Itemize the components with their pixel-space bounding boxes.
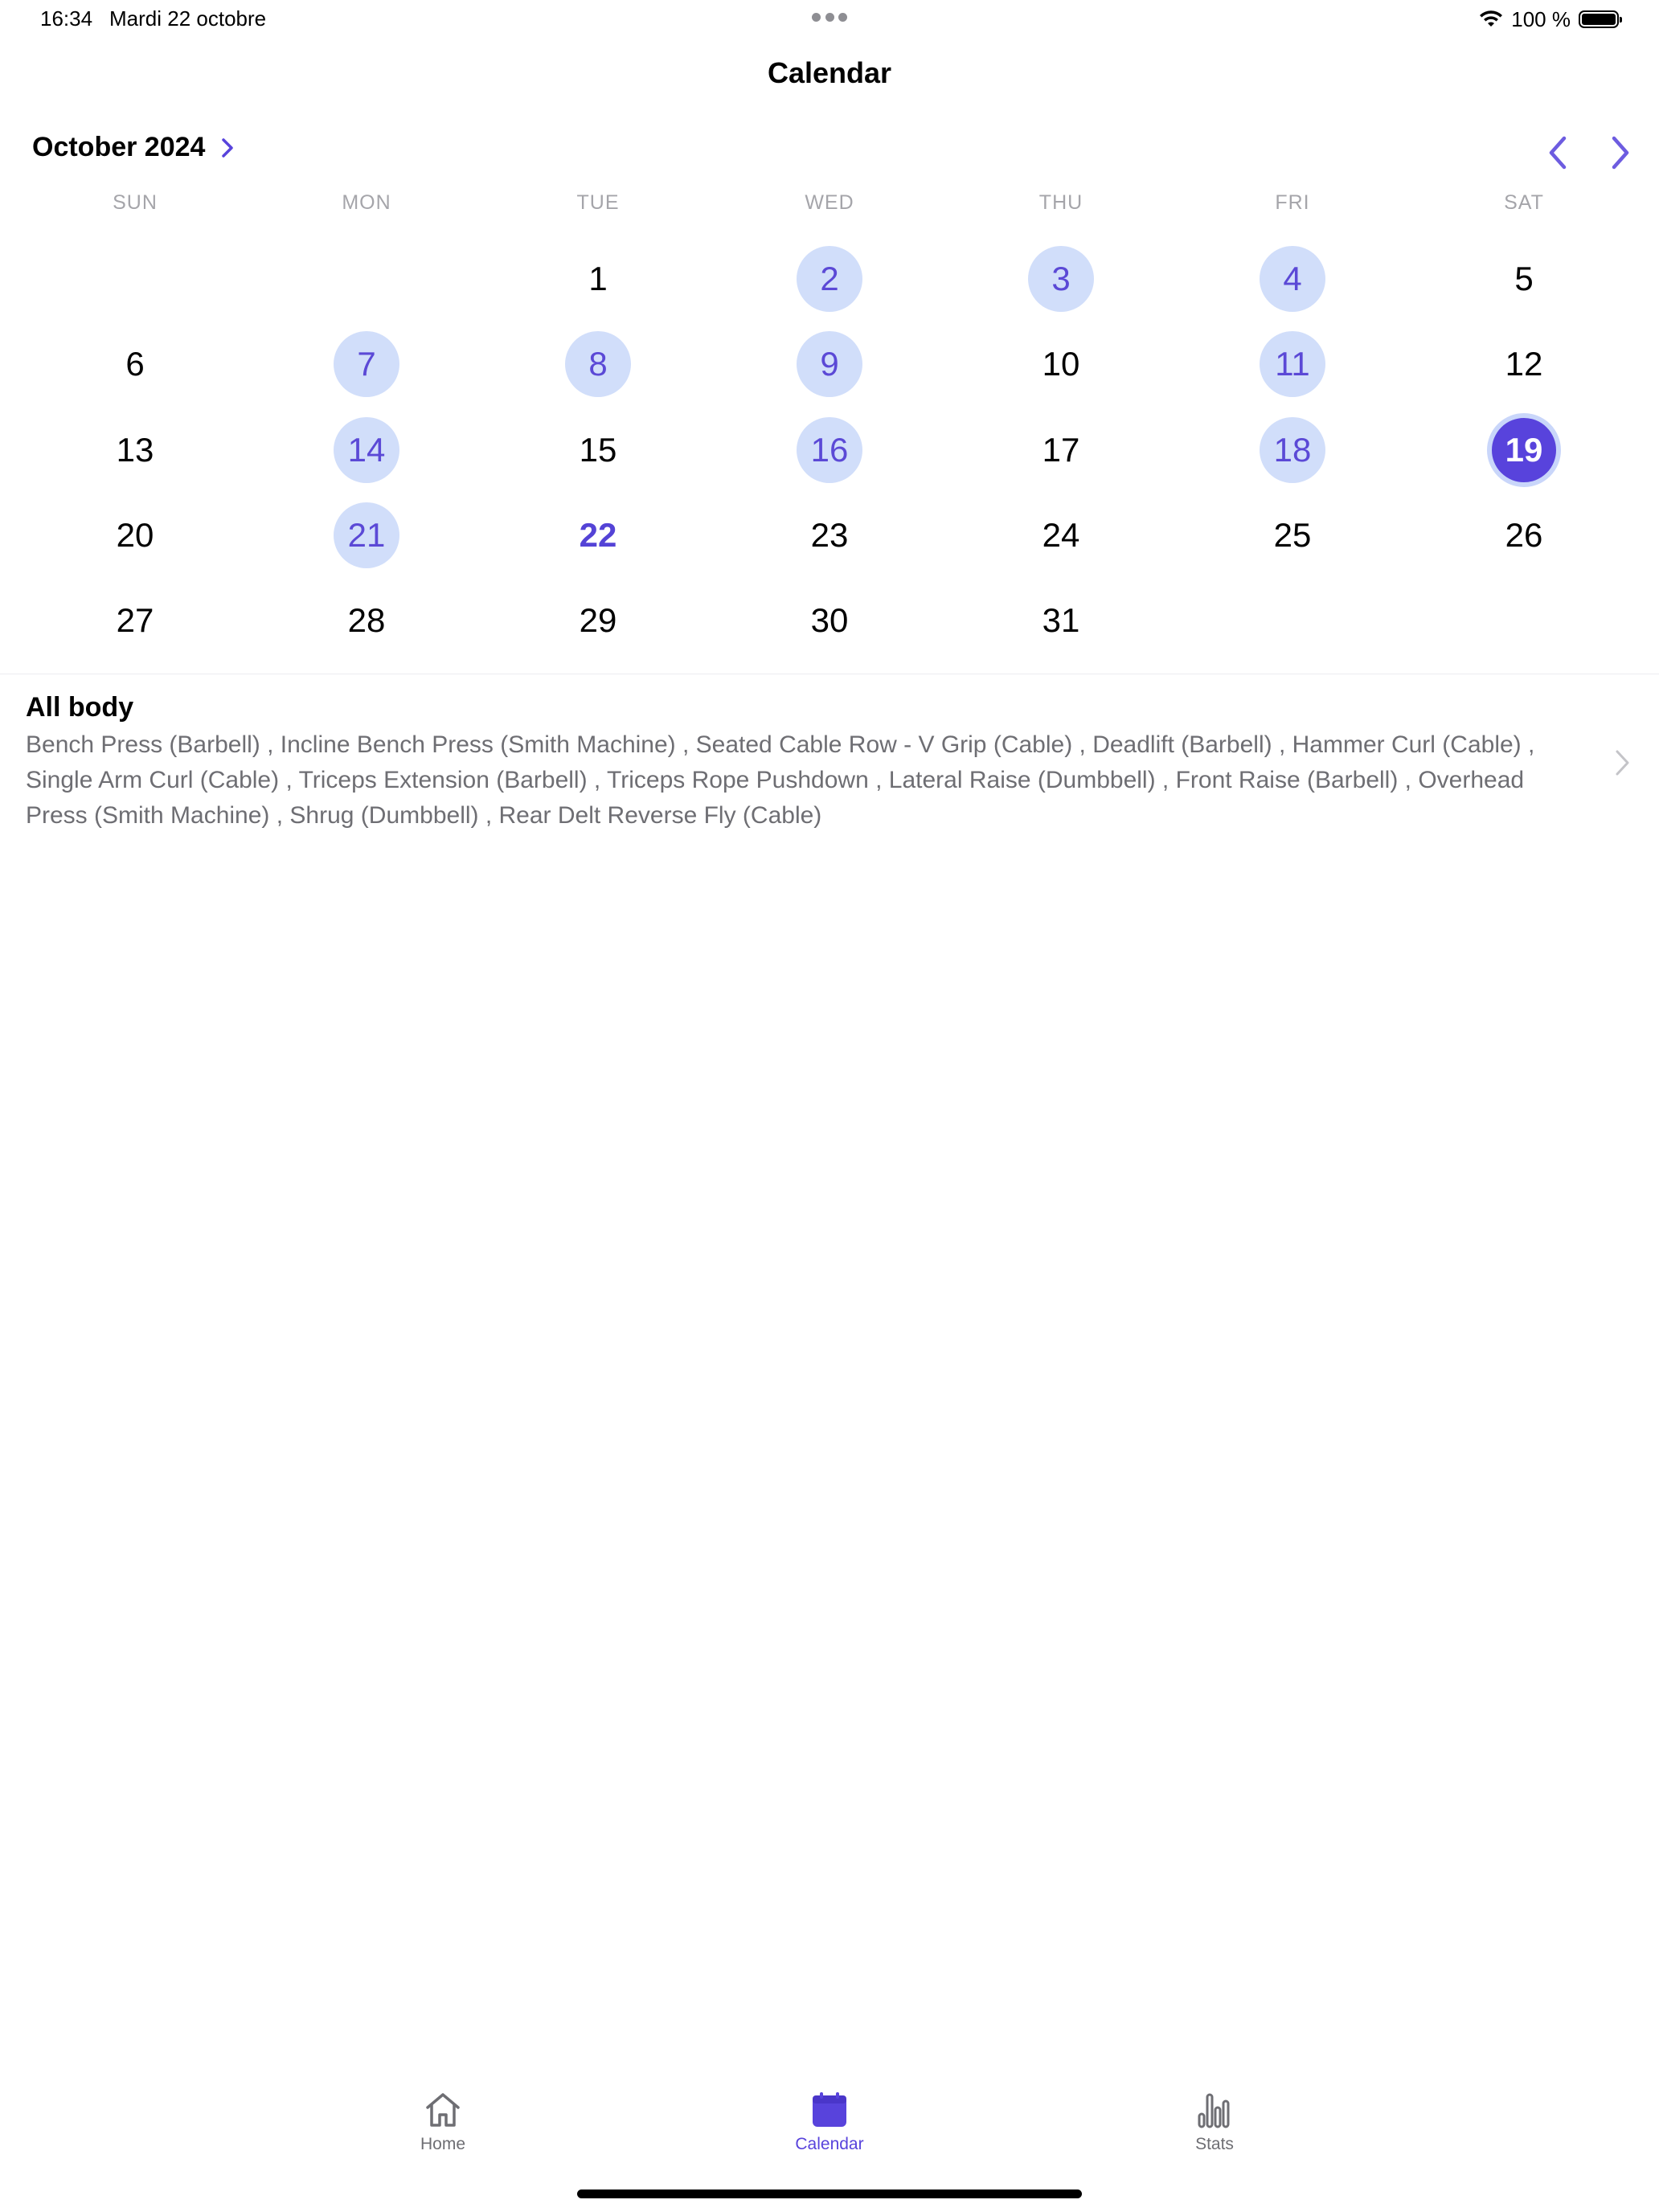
calendar-day-18[interactable]: 18: [1260, 417, 1325, 483]
calendar-day-30[interactable]: 30: [810, 601, 849, 639]
workout-title: All body: [26, 692, 134, 723]
status-time: 16:34: [40, 6, 93, 31]
month-navigation: [1543, 133, 1635, 172]
weekday-tue: TUE: [576, 191, 620, 214]
tab-stats-label: Stats: [1195, 2135, 1234, 2153]
previous-month-button[interactable]: [1543, 133, 1572, 172]
calendar-day-24[interactable]: 24: [1042, 516, 1080, 554]
calendar-day-20[interactable]: 20: [116, 516, 154, 554]
tab-calendar[interactable]: [749, 2090, 910, 2154]
home-indicator[interactable]: [577, 2189, 1082, 2198]
calendar-day-10[interactable]: 10: [1042, 345, 1080, 383]
calendar-day-13[interactable]: 13: [116, 431, 154, 469]
calendar-day-22[interactable]: 22: [579, 516, 617, 554]
calendar-day-3[interactable]: 3: [1028, 246, 1094, 312]
home-icon: [423, 2090, 463, 2130]
calendar-day-6[interactable]: 6: [125, 345, 145, 383]
weekday-wed: WED: [805, 191, 854, 214]
calendar-day-12[interactable]: 12: [1505, 345, 1543, 383]
month-label: October 2024: [32, 132, 206, 162]
calendar-day-25[interactable]: 25: [1273, 516, 1312, 554]
calendar-day-2[interactable]: 2: [797, 246, 862, 312]
tab-stats[interactable]: [1134, 2090, 1295, 2154]
calendar-day-8[interactable]: 8: [565, 331, 631, 397]
calendar-icon: [809, 2090, 850, 2130]
calendar-day-26[interactable]: 26: [1505, 516, 1543, 554]
calendar-day-31[interactable]: 31: [1042, 601, 1080, 639]
calendar-day-4[interactable]: 4: [1260, 246, 1325, 312]
weekday-fri: FRI: [1275, 191, 1310, 214]
wifi-icon: [1479, 10, 1503, 28]
workout-card[interactable]: [0, 674, 1659, 835]
calendar-day-7[interactable]: 7: [334, 331, 399, 397]
calendar-day-9[interactable]: 9: [797, 331, 862, 397]
battery-percent: 100 %: [1511, 6, 1571, 31]
tab-home-label: Home: [420, 2135, 466, 2153]
status-right: [1479, 6, 1619, 32]
calendar-day-1[interactable]: 1: [588, 260, 608, 297]
weekday-mon: MON: [342, 191, 391, 214]
calendar-day-17[interactable]: 17: [1042, 431, 1080, 469]
status-date: Mardi 22 octobre: [109, 6, 267, 31]
calendar-day-19[interactable]: 19: [1487, 413, 1561, 487]
stats-icon: [1194, 2090, 1235, 2130]
tab-home[interactable]: [363, 2090, 523, 2154]
tab-calendar-label: Calendar: [795, 2135, 864, 2153]
weekday-sat: SAT: [1504, 191, 1544, 214]
calendar-day-21[interactable]: 21: [334, 502, 399, 568]
chevron-right-icon: [1614, 748, 1632, 777]
calendar-day-15[interactable]: 15: [579, 431, 617, 469]
calendar-day-29[interactable]: 29: [579, 601, 617, 639]
page-title: Calendar: [767, 56, 892, 89]
next-month-button[interactable]: [1606, 133, 1635, 172]
calendar-day-28[interactable]: 28: [347, 601, 386, 639]
weekday-sun: SUN: [113, 191, 158, 214]
chevron-right-icon: [216, 137, 239, 159]
calendar-day-11[interactable]: 11: [1260, 331, 1325, 397]
calendar-day-16[interactable]: 16: [797, 417, 862, 483]
battery-icon: [1579, 10, 1619, 28]
weekday-thu: THU: [1038, 191, 1083, 214]
calendar-day-23[interactable]: 23: [810, 516, 849, 554]
calendar-day-14[interactable]: 14: [334, 417, 399, 483]
multitasking-dots-icon[interactable]: [812, 13, 847, 23]
month-selector[interactable]: [32, 132, 239, 163]
tab-bar: [0, 2090, 1659, 2170]
workout-exercises: Bench Press (Barbell) , Incline Bench Press (Smith Machine) , Seated Cable Row - V Grip (Cable) , Deadlift (Barbell) , Hammer Curl (Cable) , Single Arm Curl (Cable) , Triceps Extension (Barbell) , Triceps Rope Pushdown , Lateral Raise (Dumbbell) , Front Raise (Barbell) , Overhead Press (Smith Machine) , Shrug (Dumbbell) , Rear Delt Reverse Fly (Cable): [26, 731, 1535, 829]
status-bar: [0, 0, 1659, 40]
calendar-day-27[interactable]: 27: [116, 601, 154, 639]
calendar-day-5[interactable]: 5: [1514, 260, 1534, 297]
